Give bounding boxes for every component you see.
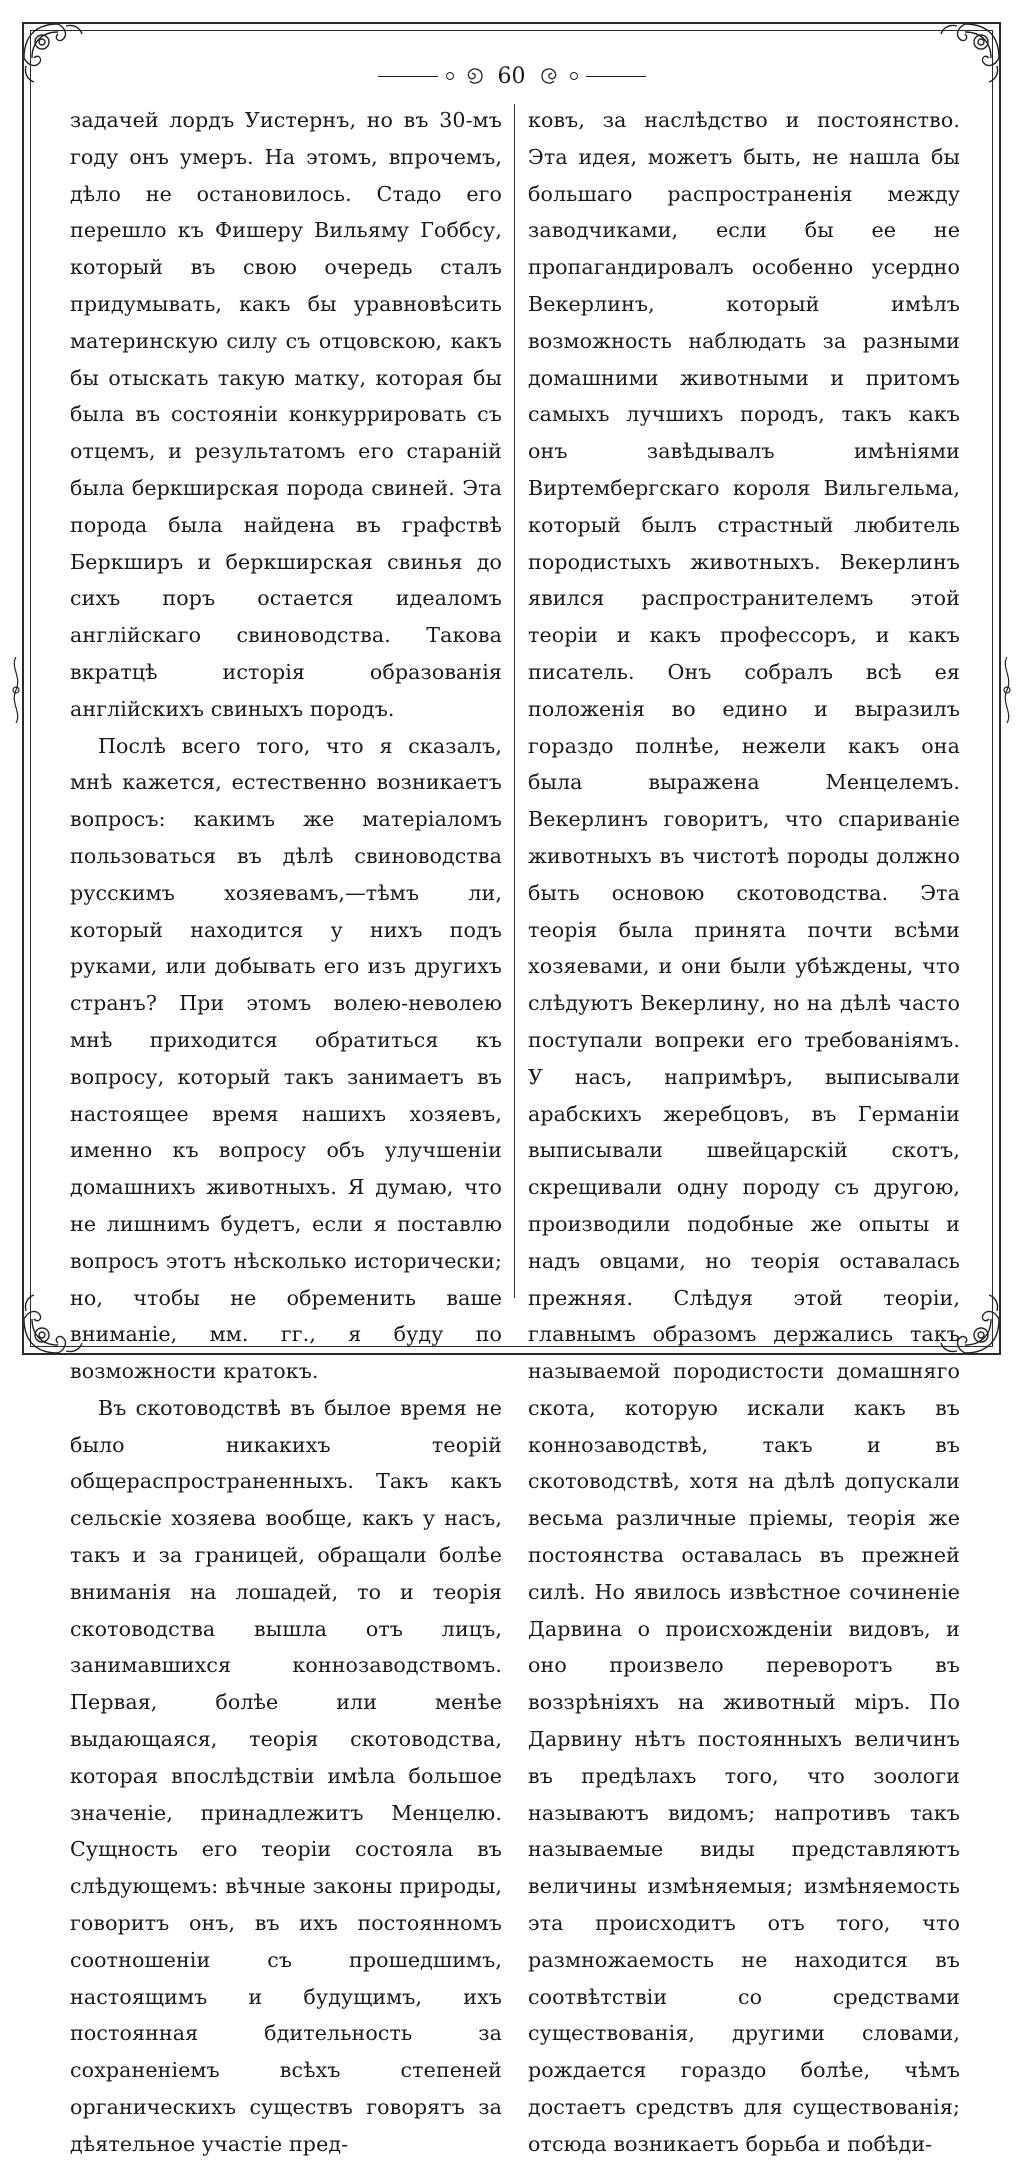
page-header bbox=[0, 58, 1023, 94]
right-column bbox=[528, 102, 960, 2163]
left-column bbox=[70, 102, 502, 2163]
header-rule bbox=[586, 76, 646, 77]
header-rule bbox=[378, 76, 438, 77]
side-ornament-icon bbox=[8, 655, 24, 725]
header-dot-icon bbox=[570, 72, 578, 80]
header-dot-icon bbox=[446, 72, 454, 80]
paragraph: Послѣ всего того, что я сказалъ, мнѣ кажется, естественно возникаетъ вопросъ: какимъ же матеріаломъ пользоваться въ дѣлѣ свиноводства русскимъ хозяевамъ,—тѣмъ ли, который находится у нихъ подъ руками, или добывать его изъ другихъ странъ? При этомъ волею-неволею мнѣ приходится обратиться къ вопросу, который такъ занимаетъ въ настоящее время нашихъ хозяевъ, именно къ вопросу объ улучшеніи домашнихъ животныхъ. Я думаю, что не лишнимъ будетъ, если я поставлю вопросъ этотъ нѣсколько исторически; но, чтобы не обременить ваше вниманіе, мм. гг., я буду по возможности кратокъ. bbox=[70, 733, 502, 1384]
paragraph: задачей лордъ Уистернъ, но въ 30-мъ году онъ умеръ. На этомъ, впрочемъ, дѣло не остановилось. Стадо его перешло къ Фишеру Вильяму Гоббсу, который въ свою очередь сталъ придумывать, какъ бы уравновѣсить материнскую силу съ отцовскою, какъ бы отыскать такую матку, которая бы была въ состояніи конкуррировать съ отцемъ, и результатомъ его стараній была беркширская порода свиней. Эта порода была найдена въ графствѣ Беркширъ и беркширская свинья до сихъ поръ остается идеаломъ англійскаго свиноводства. Такова вкратцѣ исторія образованія англійскихъ свиныхъ породъ. bbox=[70, 108, 502, 721]
column-divider bbox=[514, 104, 515, 1298]
scroll-ornament-icon bbox=[462, 65, 484, 87]
scroll-ornament-icon bbox=[540, 65, 562, 87]
paragraph: Въ скотоводствѣ въ былое время не было никакихъ теорій общераспространенныхъ. Такъ какъ сельскіе хозяева вообще, какъ у насъ, такъ и за границей, обращали болѣе вниманія на лошадей, то и теорія скотоводства вышла отъ лицъ, занимавшихся коннозаводствомъ. Первая, болѣе или менѣе выдающаяся, теорія скотоводства, которая впослѣдствіи имѣла большое значеніе, принадлежитъ Менцелю. Сущность его теоріи состояла въ слѣдующемъ: вѣчные законы природы, говоритъ онъ, въ ихъ постоянномъ соотношеніи съ прошедшимъ, настоящимъ и будущимъ, ихъ постоянная бдительность за сохраненіемъ всѣхъ степеней органическихъ существъ говорятъ за дѣятельное участіе пред- bbox=[70, 1395, 502, 2156]
paragraph: ковъ, за наслѣдство и постоянство. Эта идея, можетъ быть, не нашла бы большаго распространенія между заводчиками, если бы ее не пропагандировалъ особенно усердно Векерлинъ, который имѣлъ возможность наблюдать за разными домашними животными и притомъ самыхъ лучшихъ породъ, такъ какъ онъ завѣдывалъ имѣніями Виртембергскаго короля Вильгельма, который былъ страстный любитель породистыхъ животныхъ. Векерлинъ явился распространителемъ этой теоріи и какъ профессоръ, и какъ писатель. Онъ собралъ всѣ ея положенія во едино и выразилъ гораздо полнѣе, нежели какъ она была выражена Менцелемъ. Векерлинъ говоритъ, что спариваніе животныхъ въ чистотѣ породы должно быть основою скотоводства. Эта теорія была принята почти всѣми хозяевами, и они были убѣждены, что слѣдуютъ Векерлину, но на дѣлѣ часто поступали вопреки его требованіямъ. У насъ, напримѣръ, выписывали арабскихъ жеребцовъ, въ Германіи выписывали швейцарскій скотъ, скрещивали одну породу съ другою, производили подобные же опыты и надъ овцами, но теорія оставалась прежняя. Слѣдуя этой теоріи, главнымъ образомъ держались такъ называемой породистости домашняго скота, которую искали какъ въ коннозаводствѣ, такъ и въ скотоводствѣ, хотя на дѣлѣ допускали весьма различные пріемы, теорія же постоянства оставалась въ прежней силѣ. Но явилось извѣстное сочиненіе Дарвина о происхожденіи видовъ, и оно произвело переворотъ въ воззрѣніяхъ на животный міръ. По Дарвину нѣтъ постоянныхъ величинъ въ предѣлахъ того, что зоологи называютъ видомъ; напротивъ такъ называемые виды представляютъ величины измѣняемыя; измѣняемость эта происходитъ отъ того, что размножаемость не находится въ соотвѣтствіи со средствами существованія, другими словами, рождается гораздо болѣе, чѣмъ достаетъ средствъ для существованія; отсюда возникаетъ борьба и побѣди- bbox=[528, 108, 960, 2156]
side-ornament-icon bbox=[999, 655, 1015, 725]
page-number: 60 bbox=[497, 63, 526, 89]
